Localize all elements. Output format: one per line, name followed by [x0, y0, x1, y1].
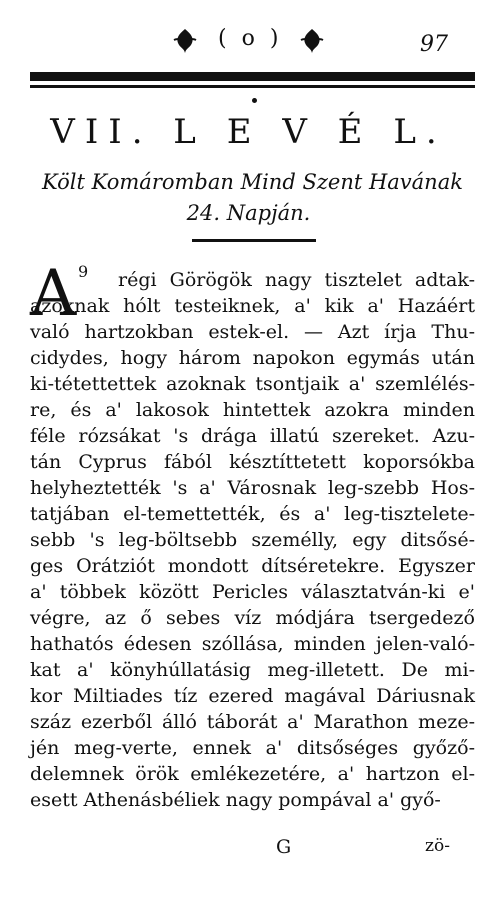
page-header — [0, 22, 497, 62]
drop-cap: A — [30, 257, 77, 331]
page-number: 97 — [420, 32, 448, 57]
rule-dot — [252, 98, 257, 103]
body-line: azoknak hólt testeiknek, a' kik a' Hazáért — [30, 295, 475, 317]
body-line: száz ezerből álló táborát a' Marathon meze- — [30, 711, 475, 733]
body-line: cidydes, hogy három napokon egymás után — [30, 347, 475, 369]
body-line: végre, az ő sebes víz módjára tsergedező — [30, 607, 475, 629]
subtitle-line-2: 24. Napján. — [186, 201, 311, 225]
body-line: ki-tétettettek azoknak tsontjaik a' szemlélés- — [30, 373, 475, 395]
body-line: ges Orátziót mondott dítséretekre. Egyszer — [30, 555, 475, 577]
body-line: tatjában el-temettették, és a' leg-tisztelete- — [30, 503, 475, 525]
body-line: tán Cyprus fából késztíttetett koporsókba — [30, 451, 475, 473]
body-line: helyheztették 's a' Városnak leg-szebb Hos- — [30, 477, 475, 499]
thick-rule — [30, 72, 475, 81]
body-line: féle rózsákat 's drága illatú szereket. Azu- — [30, 425, 475, 447]
chapter-title: VII. L E V É L. — [50, 112, 447, 152]
signature-mark: G — [276, 836, 292, 858]
drop-cap-superscript: 9 — [78, 262, 89, 281]
catchword: zö- — [425, 836, 450, 856]
short-rule — [192, 239, 316, 242]
body-line: re, és a' lakosok hintettek azokra minden — [30, 399, 475, 421]
header-mark: ( o ) — [218, 26, 283, 51]
subtitle-line-1: Költ Komáromban Mind Szent Havának — [42, 170, 463, 194]
body-line: jén meg-verte, ennek a' ditsőséges győző- — [30, 737, 475, 759]
double-rule — [30, 72, 475, 98]
body-line: delemnek örök emlékezetére, a' hartzon el- — [30, 763, 475, 785]
body-line: kat a' könyhúllatásig meg-illetett. De mi- — [30, 659, 475, 681]
body-line: kor Miltiades tíz ezered magával Dáriusnak — [30, 685, 475, 707]
fleuron-icon — [170, 26, 200, 56]
body-line: sebb 's leg-böltsebb személly, egy ditsősé- — [30, 529, 475, 551]
fleuron-icon — [297, 26, 327, 56]
body-line: esett Athenásbéliek nagy pompával a' győ- — [30, 789, 441, 811]
thin-rule — [30, 85, 475, 88]
body-line: való hartzokban estek-el. — Azt írja Thu- — [30, 321, 475, 343]
body-line: régi Görögök nagy tisztelet adtak- — [118, 269, 475, 291]
body-line: a' többek között Pericles választatván-ki e' — [30, 581, 475, 603]
body-line: hathatós édesen szóllása, minden jelen-való- — [30, 633, 475, 655]
